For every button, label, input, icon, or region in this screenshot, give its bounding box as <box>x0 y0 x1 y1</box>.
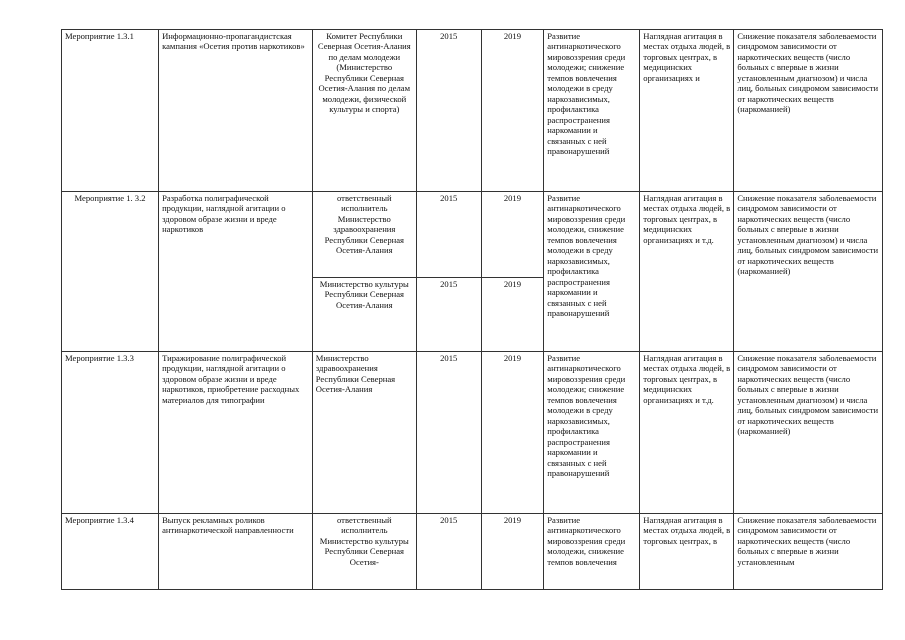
table-row <box>62 514 883 590</box>
activity-name: Разработка полиграфической продукции, наглядной агитации о здоровом образе жизни и вреде наркотиков <box>159 192 313 352</box>
target-indicator: Снижение показателя заболеваемости синдромом зависимости от наркотических веществ (число больных с впервые в жизни установленным диагнозом) и числа лиц, больных синдромом зависимости от наркотических веществ (наркоманией) <box>734 192 883 352</box>
activity-executor: ответственный исполнитель Министерство культуры Республики Северная Осетия- <box>312 514 416 590</box>
activity-executor: ответственный исполнитель Министерство здравоохранения Республики Северная Осетия-Алания <box>312 192 416 278</box>
target-indicator: Снижение показателя заболеваемости синдромом зависимости от наркотических веществ (число больных с впервые в жизни установленным диагнозом) и числа лиц, больных синдромом зависимости от наркотических веществ (наркоманией) <box>734 352 883 514</box>
activity-name: Информационно-пропагандистская кампания «Осетия против наркотиков» <box>159 30 313 192</box>
activity-executor: Министерство культуры Республики Северная Осетия-Алания <box>312 278 416 352</box>
start-year: 2015 <box>416 514 481 590</box>
expected-result: Развитие антинаркотического мировоззрения среди молодежи; снижение темпов вовлечения молодежи в среду наркозависимых, профилактика распространения наркомании и связанных с ней правонарушений <box>544 30 640 192</box>
implementation-place: Наглядная агитация в местах отдыха людей, в торговых центрах, в <box>640 514 734 590</box>
start-year: 2015 <box>416 30 481 192</box>
end-year: 2019 <box>481 278 544 352</box>
start-year: 2015 <box>416 278 481 352</box>
activities-table <box>61 29 883 590</box>
activity-name: Выпуск рекламных роликов антинаркотической направленности <box>159 514 313 590</box>
table-row <box>62 192 883 278</box>
activity-id: Мероприятие 1.3.3 <box>62 352 159 514</box>
end-year: 2019 <box>481 352 544 514</box>
implementation-place: Наглядная агитация в местах отдыха людей, в торговых центрах, в медицинских организациях и т.д. <box>640 192 734 352</box>
start-year: 2015 <box>416 192 481 278</box>
activity-executor: Министерство здравоохранения Республики Северная Осетия-Алания <box>312 352 416 514</box>
expected-result: Развитие антинаркотического мировоззрения среди молодежи, снижение темпов вовлечения молодежи в среду наркозависимых, профилактика распространения наркомании и связанных с ней правонарушений <box>544 192 640 352</box>
activity-id: Мероприятие 1.3.1 <box>62 30 159 192</box>
expected-result: Развитие антинаркотического мировоззрения среди молодежи, снижение темпов вовлечения <box>544 514 640 590</box>
activity-name: Тиражирование полиграфической продукции, наглядной агитации о здоровом образе жизни и вреде наркотиков, приобретение расходных материалов для типографии <box>159 352 313 514</box>
table-row <box>62 352 883 514</box>
end-year: 2019 <box>481 514 544 590</box>
implementation-place: Наглядная агитация в местах отдыха людей, в торговых центрах, в медицинских организациях и <box>640 30 734 192</box>
start-year: 2015 <box>416 352 481 514</box>
end-year: 2019 <box>481 30 544 192</box>
end-year: 2019 <box>481 192 544 278</box>
expected-result: Развитие антинаркотического мировоззрения среди молодежи; снижение темпов вовлечения молодежи в среду наркозависимых, профилактика распространения наркомании и связанных с ней правонарушений <box>544 352 640 514</box>
target-indicator: Снижение показателя заболеваемости синдромом зависимости от наркотических веществ (число больных с впервые в жизни установленным <box>734 514 883 590</box>
implementation-place: Наглядная агитация в местах отдыха людей, в торговых центрах, в медицинских организациях и т.д. <box>640 352 734 514</box>
table-row <box>62 30 883 192</box>
activity-executor: Комитет Республики Северная Осетия-Алания по делам молодежи (Министерство Республики Северная Осетия-Алания по делам молодежи, физической культуры и спорта) <box>312 30 416 192</box>
target-indicator: Снижение показателя заболеваемости синдромом зависимости от наркотических веществ (число больных с впервые в жизни установленным диагнозом) и числа лиц, больных синдромом зависимости от наркотических веществ (наркоманией) <box>734 30 883 192</box>
activity-id: Мероприятие 1.3.4 <box>62 514 159 590</box>
activity-id: Мероприятие 1. 3.2 <box>62 192 159 352</box>
